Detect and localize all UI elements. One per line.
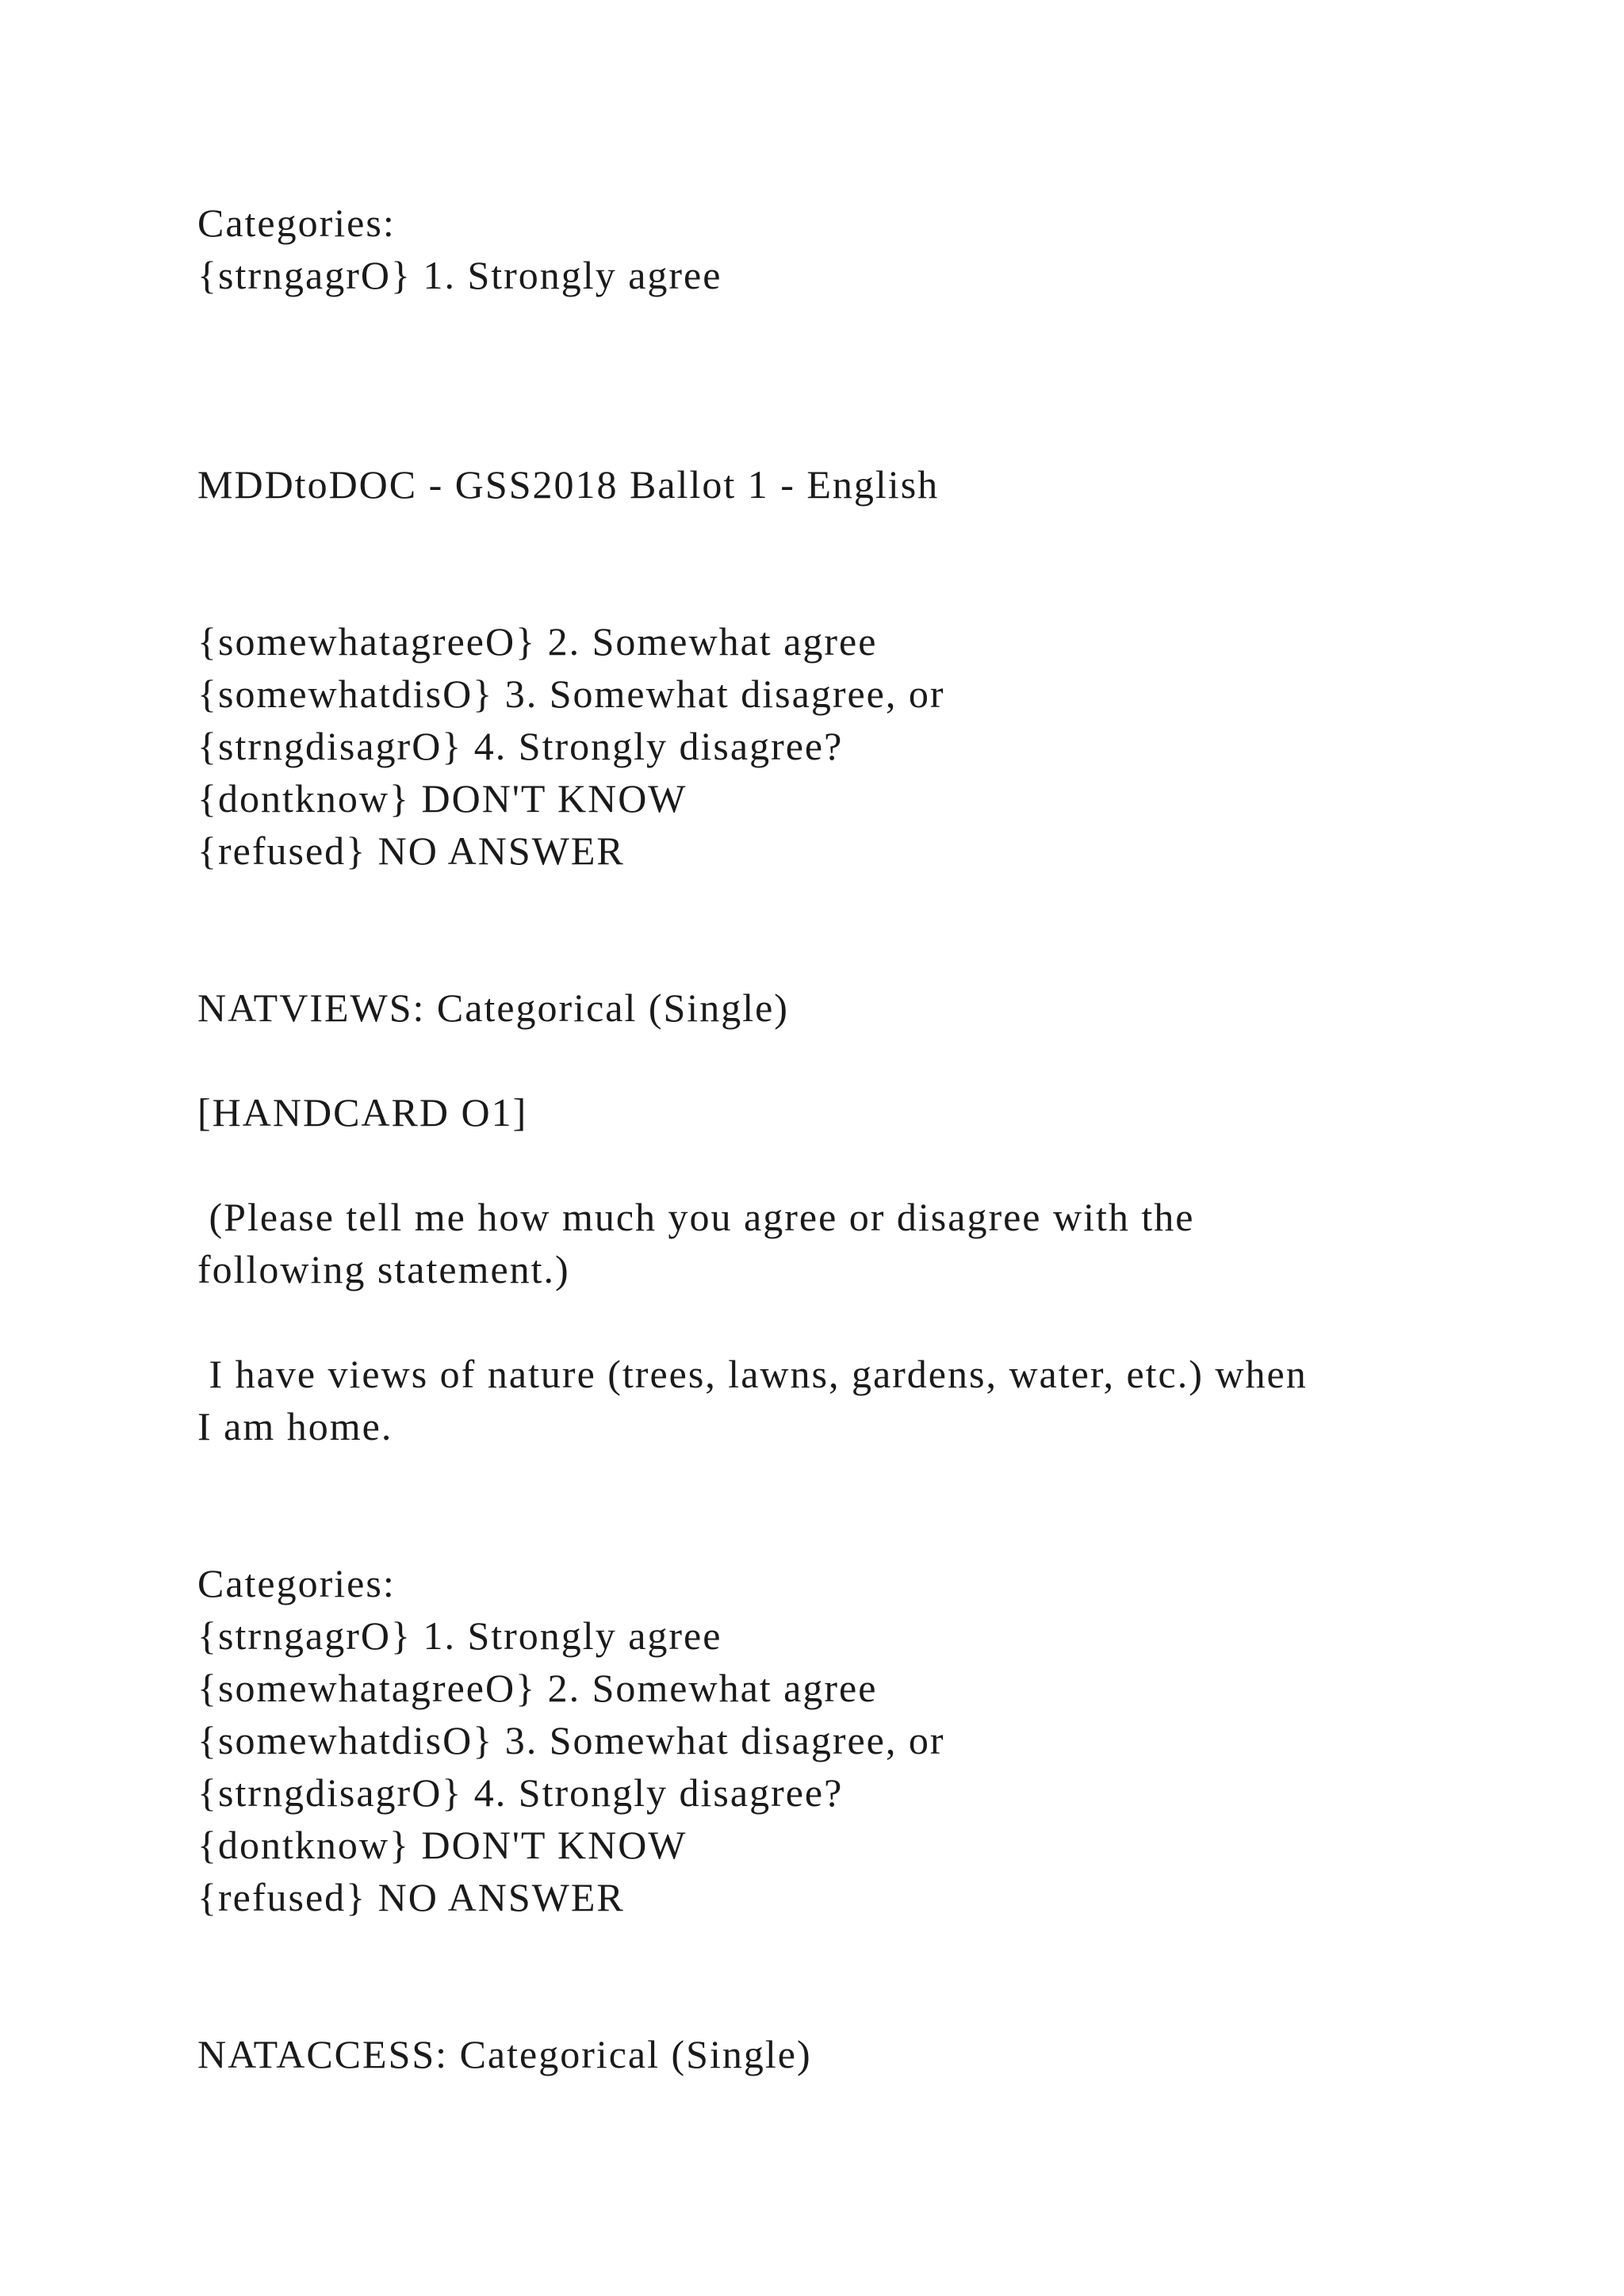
category-line: {strngdisagrO} 4. Strongly disagree? bbox=[197, 1770, 844, 1815]
category-line: {strngagrO} 1. Strongly agree bbox=[197, 1613, 722, 1658]
question-instruction: (Please tell me how much you agree or disagree with the bbox=[197, 1195, 1195, 1239]
question-statement: I have views of nature (trees, lawns, gardens, water, etc.) when bbox=[197, 1352, 1308, 1396]
category-line: {strngdisagrO} 4. Strongly disagree? bbox=[197, 724, 844, 768]
category-line: {refused} NO ANSWER bbox=[197, 828, 625, 873]
handcard-label: [HANDCARD O1] bbox=[197, 1090, 528, 1135]
category-line: {somewhatagreeO} 2. Somewhat agree bbox=[197, 1666, 878, 1710]
page-header: MDDtoDOC - GSS2018 Ballot 1 - English bbox=[197, 462, 940, 507]
category-line: {strngagrO} 1. Strongly agree bbox=[197, 253, 722, 297]
question-statement: I am home. bbox=[197, 1404, 393, 1448]
category-line: {somewhatdisO} 3. Somewhat disagree, or bbox=[197, 672, 945, 716]
categories-heading: Categories: bbox=[197, 1561, 396, 1605]
category-line: {dontknow} DON'T KNOW bbox=[197, 776, 688, 821]
question-title: NATVIEWS: Categorical (Single) bbox=[197, 985, 789, 1030]
categories-heading: Categories: bbox=[197, 201, 396, 245]
question-instruction: following statement.) bbox=[197, 1247, 570, 1292]
question-title: NATACCESS: Categorical (Single) bbox=[197, 2032, 812, 2076]
category-line: {somewhatagreeO} 2. Somewhat agree bbox=[197, 619, 878, 664]
category-line: {somewhatdisO} 3. Somewhat disagree, or bbox=[197, 1718, 945, 1762]
category-line: {dontknow} DON'T KNOW bbox=[197, 1823, 688, 1867]
category-line: {refused} NO ANSWER bbox=[197, 1875, 625, 1919]
